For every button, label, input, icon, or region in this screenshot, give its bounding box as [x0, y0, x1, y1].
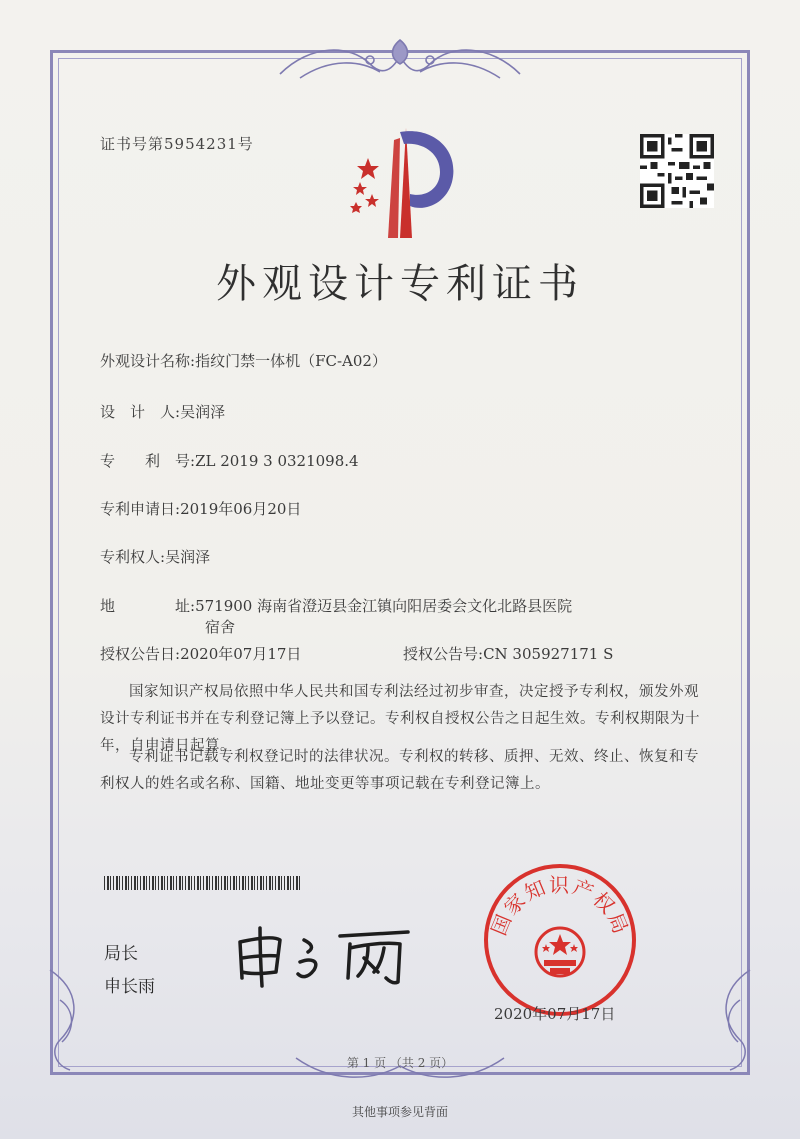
grant-date-row [100, 643, 301, 664]
director-signature [228, 920, 418, 990]
grant-number-value: CN 305927171 S [483, 645, 614, 663]
design-name-label: 外观设计名称: [100, 352, 196, 370]
certificate-number: 证书号第5954231号 [100, 135, 254, 153]
grant-number-row [403, 643, 613, 664]
official-seal [480, 860, 640, 1020]
grant-date-value: 2020年07月17日 [180, 645, 302, 663]
address-value-line2: 宿舍 [205, 618, 236, 636]
grant-number-label: 授权公告号: [403, 645, 484, 663]
qr-code [640, 134, 714, 208]
footer-note: 其他事项参见背面 [351, 1105, 448, 1119]
certificate-title: 外观设计专利证书 [216, 261, 584, 307]
patentee-value: 吴润泽 [165, 548, 211, 566]
address-label: 地 址: [100, 597, 196, 615]
patent-number-row [100, 450, 359, 471]
svg-text:国家知识产权局: 国家知识产权局 [486, 873, 634, 939]
patent-number-value: ZL 2019 3 0321098.4 [195, 452, 359, 470]
patentee-label: 专利权人: [100, 548, 166, 566]
design-name-row [100, 350, 387, 371]
cnipa-logo [338, 120, 468, 250]
director-name: 申长雨 [104, 977, 155, 997]
legal-paragraph-2: 专利证书记载专利权登记时的法律状况。专利权的转移、质押、无效、终止、恢复和专利权人的姓名或名称、国籍、地址变更等事项记载在专利登记簿上。 [100, 749, 699, 792]
director-title: 局长 [104, 944, 138, 964]
seal-date: 2020年07月17日 [494, 1005, 616, 1023]
designer-row [100, 401, 225, 422]
filing-date-value: 2019年06月20日 [180, 500, 302, 518]
legal-paragraph-1: 国家知识产权局依照中华人民共和国专利法经过初步审查，决定授予专利权，颁发外观设计专利证书并在专利登记簿上予以登记。专利权自授权公告之日起生效。专利权期限为十年，自申请日起算。 [100, 684, 700, 754]
patent-number-label: 专 利 号: [100, 452, 196, 470]
top-ornament [270, 34, 530, 90]
barcode [104, 876, 300, 890]
filing-date-label: 专利申请日: [100, 500, 181, 518]
designer-value: 吴润泽 [180, 403, 226, 421]
address-value-line1: 571900 海南省澄迈县金江镇向阳居委会文化北路县医院 [195, 597, 573, 615]
patentee-row [100, 546, 210, 567]
designer-label: 设 计 人: [100, 403, 181, 421]
filing-date-row [100, 498, 301, 519]
address-row [100, 595, 572, 616]
grant-date-label: 授权公告日: [100, 645, 181, 663]
design-name-value: 指纹门禁一体机（FC-A02） [195, 352, 387, 370]
page-number: 第 1 页 （共 2 页） [346, 1056, 454, 1070]
